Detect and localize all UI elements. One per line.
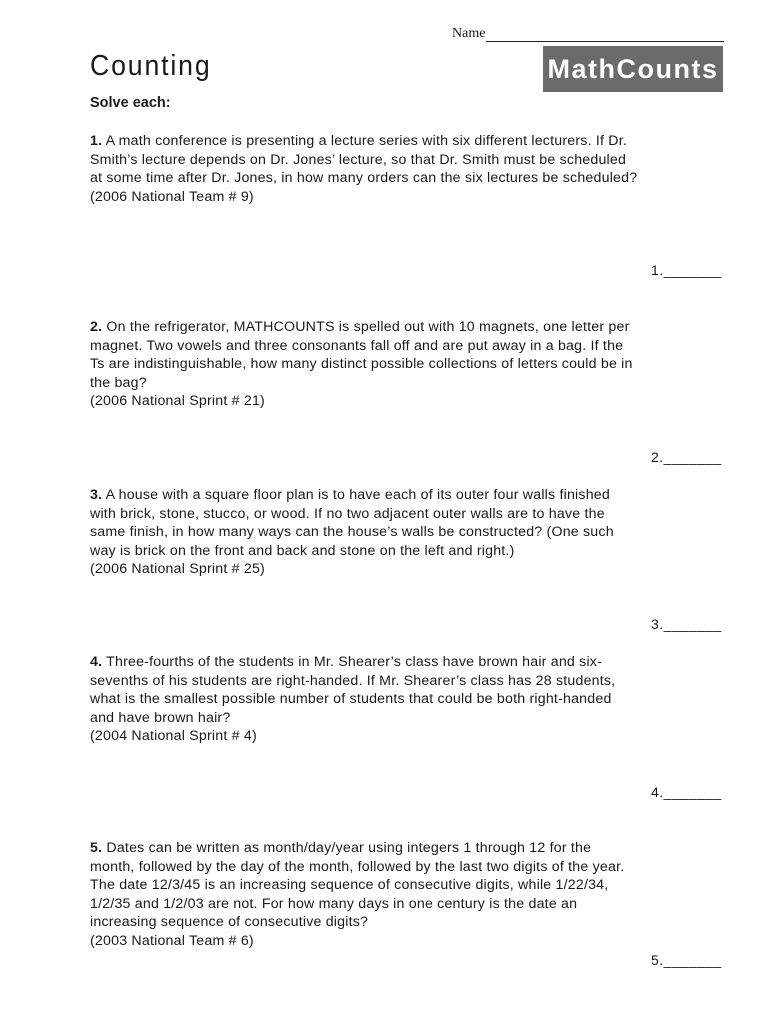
problem-4 [90,653,638,746]
problem-text: Dates can be written as month/day/year using integers 1 through 12 for the month, followed by the day of the month, followed by the last two digits of the year. The date 12/3/45 is an increasing sequence of consecutive digits, while 1/22/34, 1/2/35 and 1/2/03 are not. For how many days in one century is the date an increasing sequence of consecutive digits? [90,840,625,931]
problem-source: (2006 National Sprint # 25) [90,561,265,578]
problem-2 [90,318,638,411]
answer-blank-2[interactable]: 2._______ [651,449,722,465]
page-title: Counting [90,50,212,82]
problem-source: (2004 National Sprint # 4) [90,728,257,745]
problem-1 [90,132,638,206]
problem-text: A house with a square floor plan is to have each of its outer four walls finished with brick, stone, stucco, or wood. If no two adjacent outer walls are to have the same finish, in how many ways can the house’s walls be constructed? (One such way is brick on the front and back and stone on the left and right.) [90,487,614,559]
problem-5 [90,839,638,951]
problem-text: A math conference is presenting a lecture series with six different lecturers. If Dr. Smith’s lecture depends on Dr. Jones’ lecture, so that Dr. Smith must be scheduled at some time after Dr. Jones, in how many orders can the six lectures be scheduled? [90,133,638,187]
problem-number: 1. [90,133,103,149]
problem-text: On the refrigerator, MATHCOUNTS is spelled out with 10 magnets, one letter per magnet. Two vowels and three consonants fall off and are put away in a bag. If the Ts are indistinguishable, how many distinct possible collections of letters could be in the bag? [90,319,633,391]
problem-number: 3. [90,487,103,503]
answer-blank-4[interactable]: 4._______ [651,784,722,800]
mathcounts-logo: MathCounts [543,46,723,92]
name-field[interactable] [452,26,724,42]
problem-source: (2006 National Team # 9) [90,188,254,205]
problem-number: 5. [90,840,103,856]
name-label: Name [452,26,486,41]
problem-number: 4. [90,654,103,670]
problem-text: Three-fourths of the students in Mr. Shearer’s class have brown hair and six-sevenths of his students are right-handed. If Mr. Shearer’s class has 28 students, what is the smallest possible number of students that could be both right-handed and have brown hair? [90,654,616,726]
problem-source: (2003 National Team # 6) [90,932,254,949]
instructions: Solve each: [90,95,171,111]
problem-number: 2. [90,319,103,335]
name-blank-line[interactable] [486,27,724,42]
answer-blank-1[interactable]: 1._______ [651,262,722,278]
problem-source: (2006 National Sprint # 21) [90,393,265,410]
answer-blank-3[interactable]: 3._______ [651,616,722,632]
answer-blank-5[interactable]: 5._______ [651,952,722,968]
problem-3 [90,486,638,579]
